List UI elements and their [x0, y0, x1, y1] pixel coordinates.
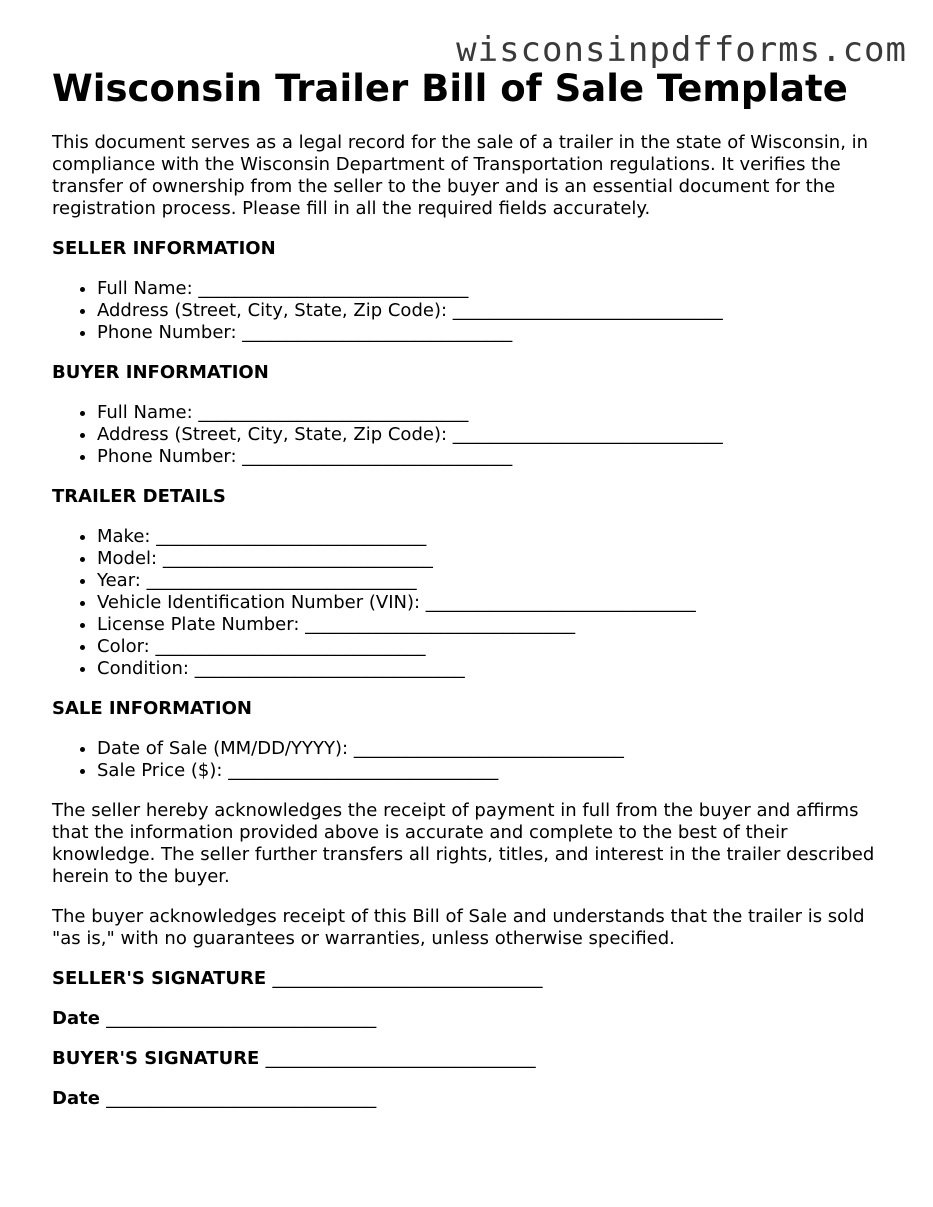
field-label: Year: — [97, 570, 141, 591]
field-label: Vehicle Identification Number (VIN): — [97, 592, 421, 613]
trailer-color-field[interactable] — [97, 636, 892, 658]
seller-phone-field[interactable] — [97, 322, 892, 344]
buyer-signature-line[interactable] — [52, 1048, 892, 1070]
seller-signature-label: SELLER'S SIGNATURE — [52, 968, 267, 989]
buyer-field-list — [52, 402, 892, 468]
trailer-section-heading: TRAILER DETAILS — [52, 486, 226, 507]
fill-in-blank[interactable]: ______________________________ — [198, 278, 469, 299]
field-label: Condition: — [97, 658, 189, 679]
fill-in-blank[interactable]: ______________________________ — [106, 1008, 377, 1029]
document-body — [52, 64, 892, 1110]
seller-full-name-field[interactable] — [97, 278, 892, 300]
fill-in-blank[interactable]: ______________________________ — [194, 658, 465, 679]
buyer-date-line[interactable] — [52, 1088, 892, 1110]
trailer-plate-field[interactable] — [97, 614, 892, 636]
field-label: Model: — [97, 548, 158, 569]
seller-address-field[interactable] — [97, 300, 892, 322]
fill-in-blank[interactable]: ______________________________ — [106, 1088, 377, 1109]
buyer-section-heading: BUYER INFORMATION — [52, 362, 269, 383]
field-label: Full Name: — [97, 402, 193, 423]
fill-in-blank[interactable]: ______________________________ — [146, 570, 417, 591]
buyer-full-name-field[interactable] — [97, 402, 892, 424]
seller-date-line[interactable] — [52, 1008, 892, 1030]
sale-price-field[interactable] — [97, 760, 892, 782]
field-label: Make: — [97, 526, 151, 547]
fill-in-blank[interactable]: ______________________________ — [305, 614, 576, 635]
trailer-vin-field[interactable] — [97, 592, 892, 614]
seller-section-heading: SELLER INFORMATION — [52, 238, 276, 259]
site-watermark: wisconsinpdfforms.com — [456, 30, 907, 70]
buyer-signature-label: BUYER'S SIGNATURE — [52, 1048, 260, 1069]
fill-in-blank[interactable]: ______________________________ — [155, 636, 426, 657]
fill-in-blank[interactable]: ______________________________ — [242, 446, 513, 467]
trailer-model-field[interactable] — [97, 548, 892, 570]
field-label: Color: — [97, 636, 150, 657]
buyer-phone-field[interactable] — [97, 446, 892, 468]
fill-in-blank[interactable]: ______________________________ — [242, 322, 513, 343]
sale-section-heading: SALE INFORMATION — [52, 698, 252, 719]
fill-in-blank[interactable]: ______________________________ — [353, 738, 624, 759]
trailer-field-list — [52, 526, 892, 680]
fill-in-blank[interactable]: ______________________________ — [162, 548, 433, 569]
fill-in-blank[interactable]: ______________________________ — [156, 526, 427, 547]
field-label: Sale Price ($): — [97, 760, 223, 781]
field-label: Full Name: — [97, 278, 193, 299]
seller-date-label: Date — [52, 1008, 100, 1029]
trailer-year-field[interactable] — [97, 570, 892, 592]
fill-in-blank[interactable]: ______________________________ — [228, 760, 499, 781]
seller-signature-line[interactable] — [52, 968, 892, 990]
trailer-condition-field[interactable] — [97, 658, 892, 680]
intro-paragraph: This document serves as a legal record for the sale of a trailer in the state of Wisconsin, in compliance with the Wisconsin Department of Transportation regulations. It verifies the transfer of ownership from the seller to the buyer and is an essential document for the registration process. Please fill in all the required fields accurately. — [52, 132, 869, 219]
fill-in-blank[interactable]: ______________________________ — [198, 402, 469, 423]
field-label: License Plate Number: — [97, 614, 300, 635]
field-label: Phone Number: — [97, 322, 237, 343]
buyer-address-field[interactable] — [97, 424, 892, 446]
trailer-make-field[interactable] — [97, 526, 892, 548]
fill-in-blank[interactable]: ______________________________ — [272, 968, 543, 989]
fill-in-blank[interactable]: ______________________________ — [452, 300, 723, 321]
field-label: Phone Number: — [97, 446, 237, 467]
field-label: Address (Street, City, State, Zip Code): — [97, 300, 448, 321]
field-label: Date of Sale (MM/DD/YYYY): — [97, 738, 349, 759]
seller-field-list — [52, 278, 892, 344]
buyer-date-label: Date — [52, 1088, 100, 1109]
buyer-acknowledgement-paragraph: The buyer acknowledges receipt of this Bill of Sale and understands that the trailer is sold "as is," with no guarantees or warranties, unless otherwise specified. — [52, 906, 865, 949]
fill-in-blank[interactable]: ______________________________ — [425, 592, 696, 613]
field-label: Address (Street, City, State, Zip Code): — [97, 424, 448, 445]
sale-field-list — [52, 738, 892, 782]
fill-in-blank[interactable]: ______________________________ — [265, 1048, 536, 1069]
sale-date-field[interactable] — [97, 738, 892, 760]
document-title: Wisconsin Trailer Bill of Sale Template — [52, 67, 848, 110]
seller-acknowledgement-paragraph: The seller hereby acknowledges the receipt of payment in full from the buyer and affirms that the information provided above is accurate and complete to the best of their knowledge. The seller further transfers all rights, titles, and interest in the trailer described herein to the buyer. — [52, 800, 875, 887]
fill-in-blank[interactable]: ______________________________ — [452, 424, 723, 445]
